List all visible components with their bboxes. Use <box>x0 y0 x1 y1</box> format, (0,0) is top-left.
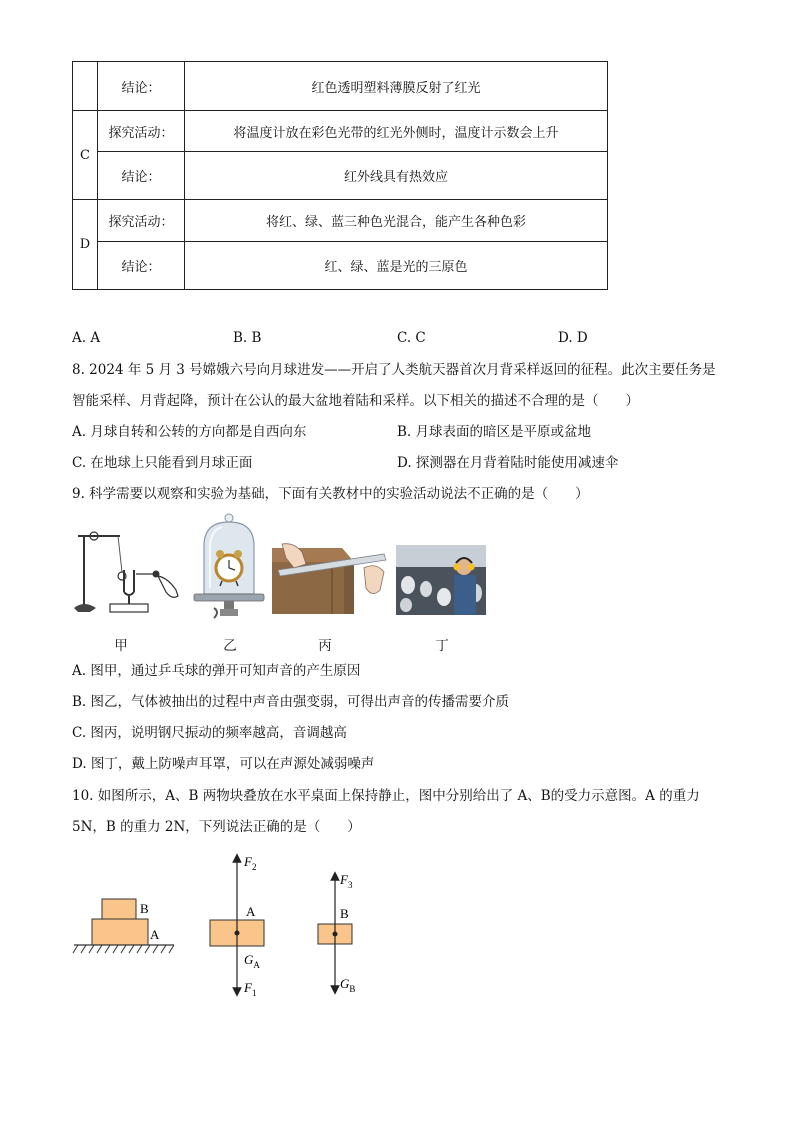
table-cell-label: 结论： <box>98 152 185 200</box>
label-a-on-diagram: A <box>246 904 256 919</box>
q8-option-a[interactable]: A. 月球自转和公转的方向都是自西向东 <box>72 424 307 440</box>
block-b <box>102 899 136 919</box>
table-cell-label: 探究活动： <box>98 111 185 152</box>
table-row <box>73 152 608 200</box>
table-cell-group <box>73 62 98 111</box>
sub-1: 1 <box>251 988 257 998</box>
svg-text:F3 <box>339 872 353 890</box>
steel-ruler-figure <box>272 542 390 614</box>
table-cell-label: 结论： <box>98 242 185 290</box>
label-f: F <box>244 980 252 995</box>
sub-2: 2 <box>251 862 257 872</box>
q9-option-a[interactable]: A. 图甲，通过乒乓球的弹开可知声音的产生原因 <box>72 663 361 679</box>
sub-b: B <box>349 984 356 994</box>
force-diagram-a <box>200 850 290 1000</box>
q10-stem-line1: 10. 如图所示，A、B 两物块叠放在水平桌面上保持静止，图中分别给出了 A、B的受力示意图。A 的重力 <box>72 788 700 804</box>
label-f: F <box>244 854 252 869</box>
label-b-on-diagram: B <box>340 906 349 921</box>
bell-jar-alarm-figure <box>190 512 268 620</box>
svg-text:F1 <box>243 980 256 998</box>
svg-text:F2 <box>243 854 256 872</box>
svg-text:GB <box>340 976 355 994</box>
caption-yi: 乙 <box>223 638 237 654</box>
block-a <box>92 919 148 945</box>
caption-ding: 丁 <box>435 638 449 654</box>
table-row <box>73 62 608 111</box>
table-cell-content: 红色透明塑料薄膜反射了红光 <box>185 62 608 111</box>
force-diagram-b <box>310 868 380 998</box>
sub-3: 3 <box>347 880 353 890</box>
sub-a: A <box>253 960 260 970</box>
table-row <box>73 200 608 242</box>
q7-option-d[interactable]: D. D <box>558 330 588 346</box>
svg-text:GA <box>244 952 260 970</box>
factory-earmuffs-photo <box>396 545 486 615</box>
table-row <box>73 242 608 290</box>
q8-stem-line1: 8. 2024 年 5 月 3 号嫦娥六号向月球进发——开启了人类航天器首次月背采样返回的征程。此次主要任务是 <box>72 362 716 378</box>
q10-stem-line2: 5N，B 的重力 2N，下列说法正确的是（ ） <box>72 819 361 835</box>
q7-option-b[interactable]: B. B <box>233 330 262 346</box>
table-cell-content: 红外线具有热效应 <box>185 152 608 200</box>
q9-option-b[interactable]: B. 图乙，气体被抽出的过程中声音由强变弱，可得出声音的传播需要介质 <box>72 694 510 710</box>
label-g: G <box>340 976 350 991</box>
table-cell-label: 结论： <box>98 62 185 111</box>
label-block-b: B <box>140 901 149 916</box>
q7-option-a[interactable]: A. A <box>72 330 101 346</box>
q7-option-c[interactable]: C. C <box>397 330 426 346</box>
q8-option-b[interactable]: B. 月球表面的暗区是平原或盆地 <box>397 424 592 440</box>
q9-option-d[interactable]: D. 图丁，戴上防噪声耳罩，可以在声源处减弱噪声 <box>72 756 375 772</box>
comparison-table <box>72 61 608 290</box>
table-cell-group: D <box>73 200 98 290</box>
stacked-blocks-figure <box>70 895 180 957</box>
table-cell-content: 将红、绿、蓝三种色光混合，能产生各种色彩 <box>185 200 608 242</box>
table-row <box>73 111 608 152</box>
q8-stem-line2: 智能采样、月背起降，预计在公认的最大盆地着陆和采样。以下相关的描述不合理的是（ ） <box>72 393 639 409</box>
table-cell-group: C <box>73 111 98 200</box>
tuning-fork-pingpong-figure <box>72 530 182 616</box>
table-cell-content: 将温度计放在彩色光带的红光外侧时，温度计示数会上升 <box>185 111 608 152</box>
label-g: G <box>244 952 254 967</box>
q9-stem: 9. 科学需要以观察和实验为基础，下面有关教材中的实验活动说法不正确的是（ ） <box>72 486 589 502</box>
caption-jia: 甲 <box>114 638 128 654</box>
q8-option-c[interactable]: C. 在地球上只能看到月球正面 <box>72 455 253 471</box>
label-block-a: A <box>150 927 160 942</box>
caption-bing: 丙 <box>318 638 332 654</box>
table-cell-content: 红、绿、蓝是光的三原色 <box>185 242 608 290</box>
q9-option-c[interactable]: C. 图丙，说明钢尺振动的频率越高，音调越高 <box>72 725 347 741</box>
label-f: F <box>340 872 348 887</box>
q8-option-d[interactable]: D. 探测器在月背着陆时能使用减速伞 <box>397 455 619 471</box>
table-cell-label: 探究活动： <box>98 200 185 242</box>
